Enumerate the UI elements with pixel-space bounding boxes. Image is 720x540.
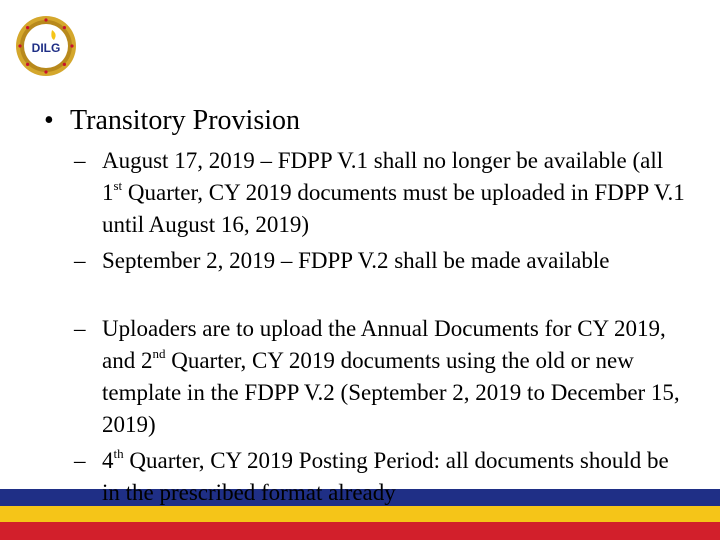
dash: –: [74, 448, 86, 473]
sub-item-4: [74, 445, 689, 509]
sub-item-1: [74, 145, 689, 241]
sub-item-text: August 17, 2019 – FDPP V.1 shall no longer be available (all 1st Quarter, CY 2019 documents must be uploaded in FDPP V.1 until August 16, 2019): [102, 148, 685, 237]
main-bullet: [44, 104, 300, 138]
logo-text: DILG: [31, 41, 61, 55]
dash: –: [74, 316, 86, 341]
bullet-heading: Transitory Provision: [70, 105, 301, 136]
sub-item-2: [74, 245, 689, 277]
dilg-logo: [14, 14, 78, 78]
stripe-red: [0, 522, 720, 540]
sub-item-3: [74, 313, 689, 441]
bullet-dot: •: [44, 105, 54, 136]
dash: –: [74, 148, 86, 173]
sub-item-text: 4th Quarter, CY 2019 Posting Period: all documents should be in the prescribed format already: [102, 446, 669, 505]
dash: –: [74, 248, 86, 273]
sub-item-text: Uploaders are to upload the Annual Documents for CY 2019, and 2nd Quarter, CY 2019 documents using the old or new template in the FDPP V.2 (September 2, 2019 to December 15, 2019): [102, 316, 680, 437]
sub-item-text: September 2, 2019 – FDPP V.2 shall be made available: [102, 248, 610, 273]
